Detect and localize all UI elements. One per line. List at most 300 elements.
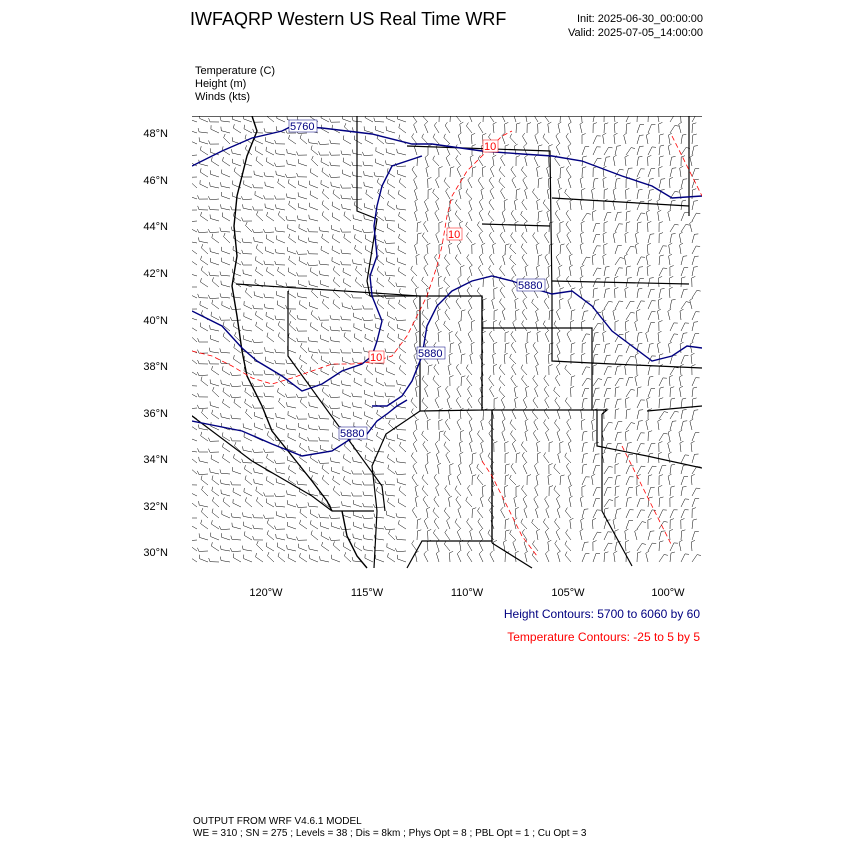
wind-barb bbox=[455, 486, 461, 496]
wind-barb bbox=[344, 234, 351, 243]
wind-barb bbox=[538, 178, 542, 188]
wind-barb bbox=[648, 169, 655, 178]
wind-barb bbox=[549, 486, 553, 496]
wind-barb bbox=[192, 126, 197, 133]
wind-barb bbox=[365, 334, 373, 342]
wind-barb bbox=[264, 304, 274, 309]
wind-barb bbox=[692, 387, 697, 397]
wind-barb bbox=[223, 399, 230, 408]
wind-barb bbox=[566, 210, 571, 221]
wind-barb bbox=[614, 551, 618, 562]
wind-barb bbox=[192, 224, 197, 232]
wind-barb bbox=[278, 553, 285, 563]
wind-barb bbox=[692, 169, 699, 178]
wind-barb bbox=[615, 276, 619, 287]
wind-barb bbox=[450, 116, 454, 122]
wind-barb bbox=[457, 243, 461, 254]
wind-barb bbox=[582, 116, 586, 122]
wind-barb bbox=[648, 312, 656, 320]
wind-barb bbox=[266, 312, 274, 320]
wind-barb bbox=[352, 492, 363, 496]
wind-barb bbox=[254, 237, 263, 243]
wind-barb bbox=[593, 465, 600, 474]
wind-barb bbox=[300, 520, 307, 529]
wind-barb bbox=[592, 419, 596, 430]
wind-barb bbox=[604, 147, 613, 155]
wind-barb bbox=[435, 254, 440, 265]
wind-barb bbox=[533, 116, 538, 122]
wind-barb bbox=[547, 166, 550, 177]
wind-barb bbox=[615, 432, 622, 441]
wind-barb bbox=[637, 124, 644, 133]
wind-barb bbox=[343, 268, 351, 276]
wind-barb bbox=[422, 134, 428, 144]
wind-barb bbox=[319, 437, 329, 441]
wind-barb bbox=[297, 315, 307, 320]
wind-barb bbox=[457, 166, 461, 177]
wind-barb bbox=[522, 199, 527, 210]
wind-barb bbox=[593, 246, 601, 254]
wind-barb bbox=[626, 497, 632, 507]
wind-barb bbox=[450, 167, 454, 177]
wind-barb bbox=[322, 299, 329, 309]
wind-barb bbox=[232, 149, 242, 155]
wind-barb bbox=[526, 386, 530, 397]
wind-barb bbox=[362, 317, 373, 321]
wind-barb bbox=[279, 398, 285, 408]
wind-barb bbox=[525, 155, 528, 166]
wind-barb bbox=[690, 342, 693, 353]
wind-barb bbox=[615, 178, 620, 188]
wind-barb bbox=[319, 426, 329, 430]
wind-barb bbox=[533, 375, 538, 386]
wind-barb bbox=[212, 234, 219, 243]
wind-barb bbox=[626, 356, 635, 364]
wind-barb bbox=[468, 485, 473, 496]
wind-barb bbox=[637, 189, 643, 199]
wind-barb bbox=[613, 188, 616, 199]
wind-barb bbox=[427, 419, 431, 430]
wind-barb bbox=[374, 514, 384, 519]
wind-barb bbox=[414, 122, 417, 133]
wind-barb bbox=[593, 541, 597, 552]
wind-barb bbox=[309, 281, 318, 287]
wind-barb bbox=[288, 554, 296, 562]
wind-barb bbox=[192, 454, 197, 463]
wind-barb bbox=[625, 540, 629, 551]
wind-barb bbox=[681, 116, 685, 122]
wind-barb bbox=[626, 477, 634, 485]
wind-barb bbox=[468, 177, 472, 188]
wind-barb bbox=[604, 398, 610, 408]
wind-barb bbox=[537, 331, 541, 342]
wind-barb bbox=[571, 310, 575, 320]
wind-barb bbox=[412, 474, 417, 485]
wind-barb bbox=[670, 299, 676, 309]
wind-barb bbox=[329, 537, 340, 541]
wind-barb bbox=[224, 233, 230, 243]
wind-barb bbox=[566, 243, 571, 254]
wind-barb bbox=[467, 232, 473, 243]
wind-barb bbox=[415, 210, 418, 221]
wind-barb bbox=[265, 347, 274, 353]
wind-barb bbox=[197, 372, 208, 376]
wind-barb bbox=[296, 251, 307, 255]
wind-barb bbox=[330, 315, 340, 320]
wind-barb bbox=[582, 542, 589, 551]
wind-barb bbox=[210, 379, 219, 386]
wind-barb bbox=[428, 365, 432, 375]
wind-barb bbox=[311, 531, 318, 541]
wind-barb bbox=[435, 441, 439, 452]
wind-barb bbox=[670, 519, 674, 529]
wind-barb bbox=[692, 555, 701, 562]
wind-barb bbox=[670, 486, 675, 496]
wind-barb bbox=[690, 419, 693, 430]
wind-barb bbox=[659, 466, 666, 474]
wind-barb bbox=[388, 333, 396, 342]
wind-barb bbox=[221, 281, 230, 287]
lat-label-42: 42°N bbox=[143, 268, 168, 280]
wind-barb bbox=[287, 522, 296, 529]
wind-barb bbox=[505, 464, 510, 474]
wind-barb bbox=[670, 334, 678, 342]
wind-barb bbox=[489, 265, 494, 276]
wind-barb bbox=[192, 237, 197, 243]
wind-barb bbox=[264, 492, 275, 496]
wind-barb bbox=[231, 415, 241, 419]
wind-barb bbox=[275, 195, 286, 199]
wind-barb bbox=[593, 345, 600, 354]
wind-barb bbox=[659, 222, 663, 232]
wind-barb bbox=[199, 533, 208, 540]
wind-barb bbox=[396, 205, 406, 210]
wind-barb bbox=[523, 397, 527, 408]
wind-barb bbox=[244, 531, 252, 540]
wind-barb bbox=[534, 463, 538, 474]
wind-barb bbox=[330, 140, 340, 144]
wind-barb bbox=[525, 342, 528, 353]
wind-barb bbox=[385, 393, 395, 398]
wind-barb bbox=[681, 519, 685, 530]
wind-barb bbox=[593, 399, 600, 408]
wind-barb bbox=[192, 382, 197, 386]
wind-barb bbox=[513, 320, 516, 331]
wind-barb bbox=[482, 485, 486, 496]
wind-barb bbox=[681, 356, 688, 364]
wind-barb bbox=[223, 157, 231, 166]
wind-barb bbox=[192, 553, 197, 562]
wind-barb bbox=[681, 333, 687, 342]
wind-barb bbox=[444, 442, 450, 452]
wind-barb bbox=[489, 177, 494, 188]
wind-barb bbox=[560, 244, 565, 254]
wind-barb bbox=[300, 134, 307, 144]
wind-barb bbox=[377, 266, 384, 276]
wind-barb bbox=[322, 168, 329, 177]
wind-barb bbox=[387, 258, 395, 266]
wind-barb bbox=[264, 261, 274, 265]
wind-barb bbox=[556, 309, 560, 320]
wind-barb bbox=[276, 468, 285, 474]
wind-barb bbox=[690, 155, 693, 166]
wind-barb bbox=[626, 389, 635, 397]
wind-barb bbox=[233, 124, 241, 133]
wind-barb bbox=[546, 430, 550, 441]
wind-barb bbox=[692, 454, 699, 463]
wind-barb bbox=[681, 256, 687, 265]
wind-barb bbox=[233, 322, 241, 331]
wind-barb bbox=[422, 277, 428, 287]
wind-barb bbox=[624, 254, 627, 265]
wind-barb bbox=[582, 367, 590, 375]
wind-barb bbox=[647, 265, 651, 276]
wind-barb bbox=[565, 552, 571, 562]
wind-barb bbox=[434, 122, 439, 133]
wind-barb bbox=[501, 155, 506, 166]
wind-barb bbox=[198, 360, 208, 364]
wind-barb bbox=[415, 496, 418, 507]
wind-barb bbox=[604, 301, 613, 309]
wind-barb bbox=[341, 327, 351, 331]
wind-barb bbox=[668, 430, 671, 441]
wind-barb bbox=[580, 243, 583, 254]
wind-barb bbox=[501, 188, 506, 199]
wind-barb bbox=[668, 309, 671, 320]
wind-barb bbox=[253, 206, 263, 210]
wind-barb bbox=[253, 305, 263, 309]
wind-barb bbox=[516, 189, 520, 199]
wind-barb bbox=[199, 501, 208, 507]
wind-barb bbox=[670, 276, 674, 287]
wind-barb bbox=[416, 375, 419, 386]
wind-barb bbox=[626, 123, 631, 133]
wind-barb bbox=[201, 476, 208, 485]
wind-barb bbox=[197, 229, 208, 233]
wind-barb bbox=[289, 465, 297, 474]
wind-barb bbox=[192, 283, 197, 287]
wind-barb bbox=[286, 370, 296, 375]
wind-barb bbox=[424, 199, 428, 210]
wind-barb bbox=[615, 399, 621, 408]
wind-barb bbox=[377, 255, 384, 265]
wind-barb bbox=[593, 279, 601, 287]
lon-label-110: 110°W bbox=[450, 587, 484, 599]
wind-barb bbox=[263, 229, 274, 233]
wind-barb bbox=[692, 234, 698, 243]
wind-barb bbox=[230, 372, 241, 376]
wind-barb bbox=[386, 126, 395, 133]
wind-barb bbox=[343, 158, 351, 166]
wind-barb bbox=[192, 178, 197, 188]
wind-barb bbox=[479, 232, 483, 243]
wind-barb bbox=[515, 221, 519, 232]
wind-barb bbox=[287, 149, 296, 155]
wind-barb bbox=[330, 458, 340, 464]
wind-barb bbox=[522, 254, 527, 265]
wind-barb bbox=[352, 470, 363, 474]
wind-barb bbox=[593, 365, 597, 375]
wind-barb bbox=[488, 211, 494, 221]
wind-barb bbox=[334, 288, 341, 298]
wind-barb bbox=[626, 430, 630, 441]
wind-barb bbox=[659, 276, 663, 287]
wind-barb bbox=[546, 551, 550, 562]
wind-barb bbox=[470, 155, 473, 166]
wind-barb bbox=[522, 485, 528, 496]
wind-barb bbox=[243, 204, 253, 210]
wind-barb bbox=[648, 190, 654, 200]
wind-barb bbox=[256, 487, 263, 496]
wind-barb bbox=[604, 116, 608, 122]
wind-barb bbox=[461, 265, 465, 276]
wind-barb bbox=[411, 453, 417, 464]
wind-barb bbox=[593, 288, 598, 298]
wind-barb bbox=[679, 232, 682, 243]
wind-barb bbox=[637, 444, 645, 452]
wind-barb bbox=[376, 555, 384, 562]
wind-barb bbox=[582, 343, 586, 353]
wind-barb bbox=[395, 317, 406, 321]
wind-barb bbox=[433, 508, 439, 518]
wind-barb bbox=[603, 177, 607, 188]
wind-barb bbox=[321, 356, 329, 364]
wind-barb bbox=[556, 529, 560, 540]
wind-barb bbox=[199, 457, 208, 463]
wind-barb bbox=[556, 144, 560, 155]
wind-barb bbox=[192, 405, 197, 409]
wind-barb bbox=[298, 192, 307, 199]
wind-barb bbox=[439, 167, 443, 178]
wind-barb bbox=[300, 509, 307, 518]
wind-barb bbox=[322, 211, 329, 221]
wind-barb bbox=[233, 554, 241, 563]
wind-barb bbox=[222, 247, 231, 254]
wind-barb bbox=[363, 161, 373, 166]
wind-barb bbox=[493, 276, 497, 287]
wind-barb bbox=[479, 199, 483, 210]
wind-barb bbox=[533, 541, 539, 552]
wind-barb bbox=[613, 309, 616, 320]
wind-barb bbox=[416, 331, 419, 342]
wind-barb bbox=[377, 278, 384, 287]
wind-barb bbox=[353, 225, 362, 232]
wind-barb bbox=[192, 332, 197, 342]
wind-barb bbox=[224, 134, 230, 144]
wind-barb bbox=[504, 353, 508, 364]
wind-barb bbox=[266, 147, 274, 155]
wind-barb bbox=[479, 529, 483, 540]
wind-barb bbox=[412, 116, 417, 122]
wind-barb bbox=[648, 453, 653, 463]
wind-barb bbox=[659, 442, 663, 453]
wind-barb bbox=[635, 353, 638, 364]
wind-barb bbox=[246, 409, 252, 419]
wind-barb bbox=[253, 129, 263, 133]
wind-barb bbox=[670, 323, 678, 331]
wind-barb bbox=[604, 189, 608, 199]
wind-barb bbox=[637, 510, 645, 518]
wind-barb bbox=[287, 500, 296, 507]
wind-barb bbox=[387, 116, 395, 122]
height-contours bbox=[192, 126, 702, 456]
wind-barb bbox=[648, 147, 656, 155]
wind-barb bbox=[526, 353, 530, 364]
wind-barb bbox=[275, 150, 285, 155]
wind-barb bbox=[198, 393, 208, 397]
wind-barb bbox=[278, 332, 285, 342]
wind-barb bbox=[342, 501, 352, 507]
wind-barb bbox=[354, 522, 363, 529]
wind-barbs bbox=[192, 116, 701, 562]
wind-barb bbox=[648, 431, 652, 441]
wind-barb bbox=[192, 355, 197, 365]
wind-barb bbox=[445, 298, 450, 309]
wind-barb bbox=[681, 476, 688, 485]
wind-barb bbox=[300, 553, 308, 562]
wind-barb bbox=[499, 321, 505, 331]
wind-barb bbox=[212, 487, 219, 496]
wind-barb bbox=[527, 332, 531, 342]
wind-barb bbox=[433, 156, 439, 166]
wind-barb bbox=[397, 434, 406, 441]
wind-barb bbox=[210, 401, 219, 408]
wind-barb bbox=[483, 299, 487, 310]
wind-barb bbox=[567, 155, 571, 166]
wind-barb bbox=[466, 497, 472, 507]
wind-barb bbox=[450, 199, 454, 210]
wind-barb bbox=[614, 122, 618, 133]
wind-barb bbox=[648, 466, 656, 474]
wind-barb bbox=[537, 166, 541, 177]
wind-barb bbox=[658, 452, 662, 463]
wind-barb bbox=[457, 419, 461, 430]
wind-barb bbox=[256, 157, 263, 167]
wind-barb bbox=[582, 334, 590, 342]
wind-barb bbox=[422, 376, 428, 386]
wind-barb bbox=[692, 488, 700, 496]
wind-barb bbox=[482, 243, 486, 254]
wind-barb bbox=[646, 419, 649, 430]
wind-barb bbox=[648, 376, 653, 386]
wind-barb bbox=[220, 480, 230, 485]
wind-barb bbox=[615, 464, 619, 474]
wind-barb bbox=[448, 474, 451, 485]
wind-barb bbox=[467, 375, 472, 386]
wind-barb bbox=[433, 189, 439, 199]
wind-barb bbox=[637, 364, 641, 375]
wind-barb bbox=[397, 149, 406, 155]
wind-barb bbox=[637, 222, 642, 232]
wind-barb bbox=[549, 365, 553, 376]
wind-barb bbox=[511, 342, 516, 353]
wind-barb bbox=[220, 272, 230, 277]
wind-barb bbox=[212, 410, 219, 419]
wind-barb bbox=[460, 452, 464, 463]
wind-barb bbox=[436, 177, 440, 188]
wind-barb bbox=[510, 354, 516, 364]
wind-barb bbox=[322, 542, 329, 551]
wind-barb bbox=[309, 302, 318, 309]
wind-barb bbox=[355, 245, 362, 254]
wind-barb bbox=[468, 540, 473, 551]
wind-barb bbox=[388, 322, 395, 332]
wind-barb bbox=[322, 189, 329, 199]
wind-barb bbox=[256, 497, 263, 507]
wind-barb bbox=[311, 146, 318, 156]
wind-barb bbox=[670, 233, 676, 243]
wind-barb bbox=[593, 332, 599, 342]
